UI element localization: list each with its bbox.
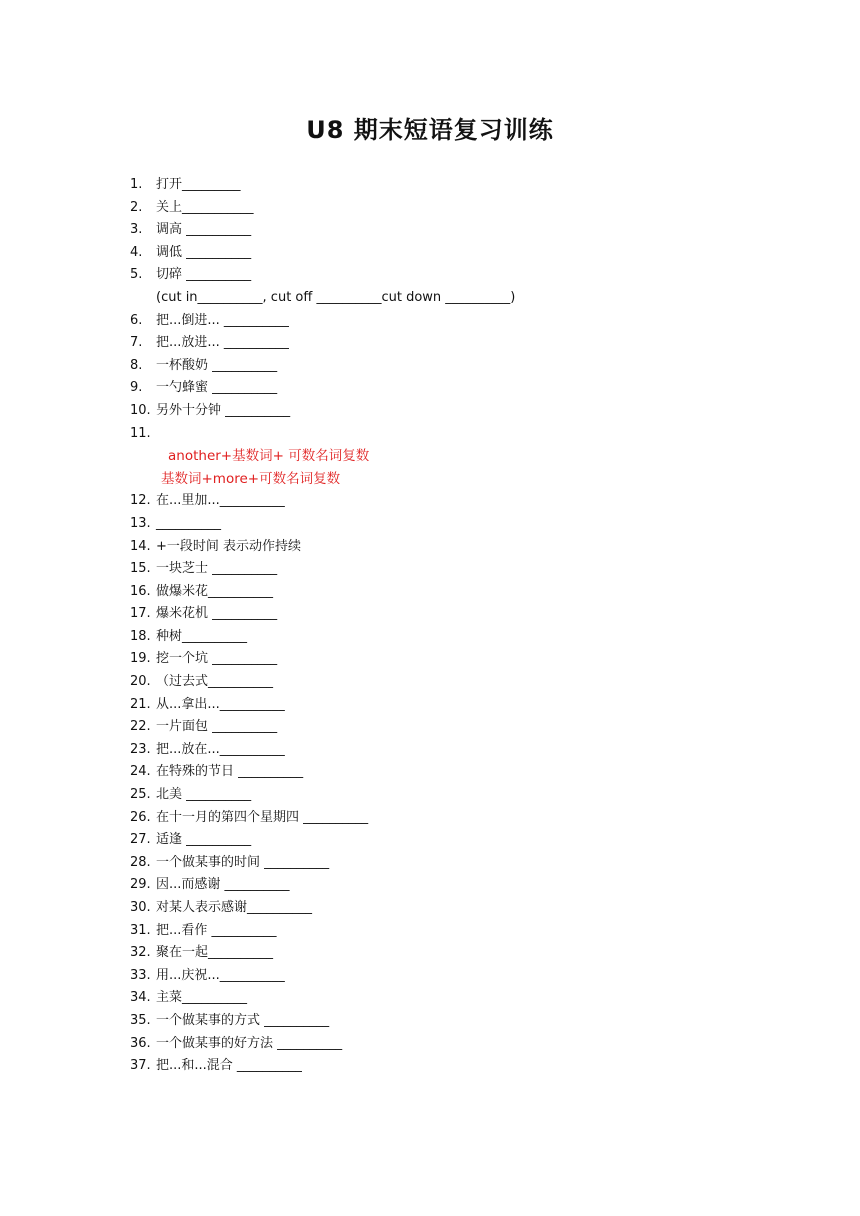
item-text: 用...庆祝...__________	[156, 967, 285, 983]
item-number: 10.	[130, 402, 151, 418]
item-number: 27.	[130, 832, 151, 848]
item-number: 26.	[130, 809, 151, 825]
item-number: 31.	[130, 922, 151, 938]
list-item	[130, 671, 750, 694]
list-item	[130, 287, 750, 310]
item-number: 9.	[130, 380, 143, 396]
item-text: 把...倒进... __________	[156, 312, 289, 328]
item-text: 种树__________	[156, 628, 248, 644]
list-item	[130, 852, 750, 875]
item-number: 8.	[130, 357, 143, 373]
list-item	[130, 784, 750, 807]
list-item	[130, 626, 750, 649]
item-number: 24.	[130, 764, 151, 780]
item-number: 2.	[130, 199, 143, 215]
list-item	[130, 829, 750, 852]
item-text: 切碎 __________	[156, 267, 252, 283]
item-text: 一块芝士 __________	[156, 561, 278, 577]
list-item	[130, 603, 750, 626]
item-number: 16.	[130, 583, 151, 599]
item-text: 打开_________	[156, 177, 241, 192]
list-item	[130, 174, 750, 197]
item-text: 一勺蜂蜜 __________	[156, 380, 278, 396]
item-number: 5.	[130, 267, 143, 283]
item-text: 主菜__________	[156, 990, 248, 1006]
item-number: 1.	[130, 177, 143, 192]
item-text: 在特殊的节日 __________	[156, 764, 304, 780]
item-text: 适逢 __________	[156, 832, 252, 848]
item-text: 一杯酸奶 __________	[156, 357, 278, 373]
item-text: (cut in__________, cut off __________cut down __________)	[156, 289, 516, 305]
list-item	[130, 739, 750, 762]
list-item	[130, 807, 750, 830]
note-another: another+基数词+ 可数名词复数	[168, 448, 370, 465]
item-text: 把...和...混合 __________	[156, 1058, 302, 1074]
item-number: 35.	[130, 1012, 151, 1028]
item-text: 做爆米花__________	[156, 583, 274, 599]
item-number: 19.	[130, 651, 151, 667]
item-text: 因...而感谢 __________	[156, 877, 290, 893]
item-text: 关上___________	[156, 199, 254, 215]
item-text: 对某人表示感谢__________	[156, 900, 313, 915]
item-text: 调低 __________	[156, 244, 252, 260]
item-number: 37.	[130, 1058, 151, 1074]
list-item	[130, 355, 750, 378]
item-number: 36.	[130, 1035, 151, 1051]
list-item	[130, 716, 750, 739]
item-number: 25.	[130, 787, 151, 803]
list-item	[130, 242, 750, 265]
item-number: 30.	[130, 900, 151, 915]
list-item	[130, 648, 750, 671]
list-item	[130, 423, 750, 446]
phrase-list	[130, 174, 750, 1078]
page-title: U8 期末短语复习训练	[306, 116, 554, 144]
item-text: 另外十分钟 __________	[156, 402, 291, 418]
item-number: 14.	[130, 538, 151, 554]
list-item	[130, 197, 750, 220]
item-number: 6.	[130, 312, 143, 328]
item-text: 聚在一起__________	[156, 945, 274, 961]
item-text: 把...放在...__________	[156, 741, 285, 757]
item-number: 22.	[130, 719, 151, 735]
item-number: 34.	[130, 990, 151, 1006]
list-item	[130, 761, 750, 784]
list-item	[130, 377, 750, 400]
list-item	[130, 310, 750, 333]
list-item	[130, 897, 750, 920]
item-number: 17.	[130, 606, 151, 622]
item-number: 20.	[130, 674, 151, 690]
list-item	[130, 1055, 750, 1078]
list-item	[130, 490, 750, 513]
item-text: +一段时间 表示动作持续	[156, 538, 302, 554]
list-item	[130, 942, 750, 965]
list-item	[130, 874, 750, 897]
list-item	[130, 264, 750, 287]
list-item	[130, 558, 750, 581]
item-text: 把...放进... __________	[156, 335, 289, 351]
item-text: 北美 __________	[156, 787, 252, 803]
item-number: 7.	[130, 335, 143, 351]
list-item	[130, 965, 750, 988]
item-text: 一片面包 __________	[156, 719, 278, 735]
item-number: 3.	[130, 222, 143, 238]
list-item	[130, 920, 750, 943]
list-item	[130, 581, 750, 604]
item-number: 11.	[130, 425, 151, 441]
item-text: 在十一月的第四个星期四 __________	[156, 809, 369, 825]
item-text: 在...里加...__________	[156, 493, 285, 509]
item-text: 调高 __________	[156, 222, 252, 238]
note-more: 基数词+more+可数名词复数	[161, 470, 341, 487]
item-number: 28.	[130, 854, 151, 870]
item-number: 4.	[130, 244, 143, 260]
item-text: 一个做某事的方式 __________	[156, 1012, 330, 1028]
list-item	[130, 332, 750, 355]
list-item	[130, 513, 750, 536]
item-number: 18.	[130, 628, 151, 644]
item-text: 挖一个坑 __________	[156, 651, 278, 667]
item-number: 12.	[130, 493, 151, 509]
item-number: 15.	[130, 561, 151, 577]
list-item	[130, 1010, 750, 1033]
list-item	[130, 1033, 750, 1056]
item-text: 从...拿出...__________	[156, 696, 285, 712]
item-text: （过去式__________	[156, 674, 274, 690]
item-text: 一个做某事的好方法 __________	[156, 1035, 343, 1051]
item-text: __________	[156, 515, 221, 531]
list-item	[130, 536, 750, 559]
item-number: 13.	[130, 515, 151, 531]
item-text: 把...看作 __________	[156, 922, 277, 938]
list-item	[130, 219, 750, 242]
list-item	[130, 694, 750, 717]
item-number: 33.	[130, 967, 151, 983]
list-item	[130, 400, 750, 423]
list-item	[130, 987, 750, 1010]
item-text: 爆米花机 __________	[156, 606, 278, 622]
item-text: 一个做某事的时间 __________	[156, 854, 330, 870]
item-number: 32.	[130, 945, 151, 961]
item-number: 21.	[130, 696, 151, 712]
item-number: 23.	[130, 741, 151, 757]
item-number: 29.	[130, 877, 151, 893]
